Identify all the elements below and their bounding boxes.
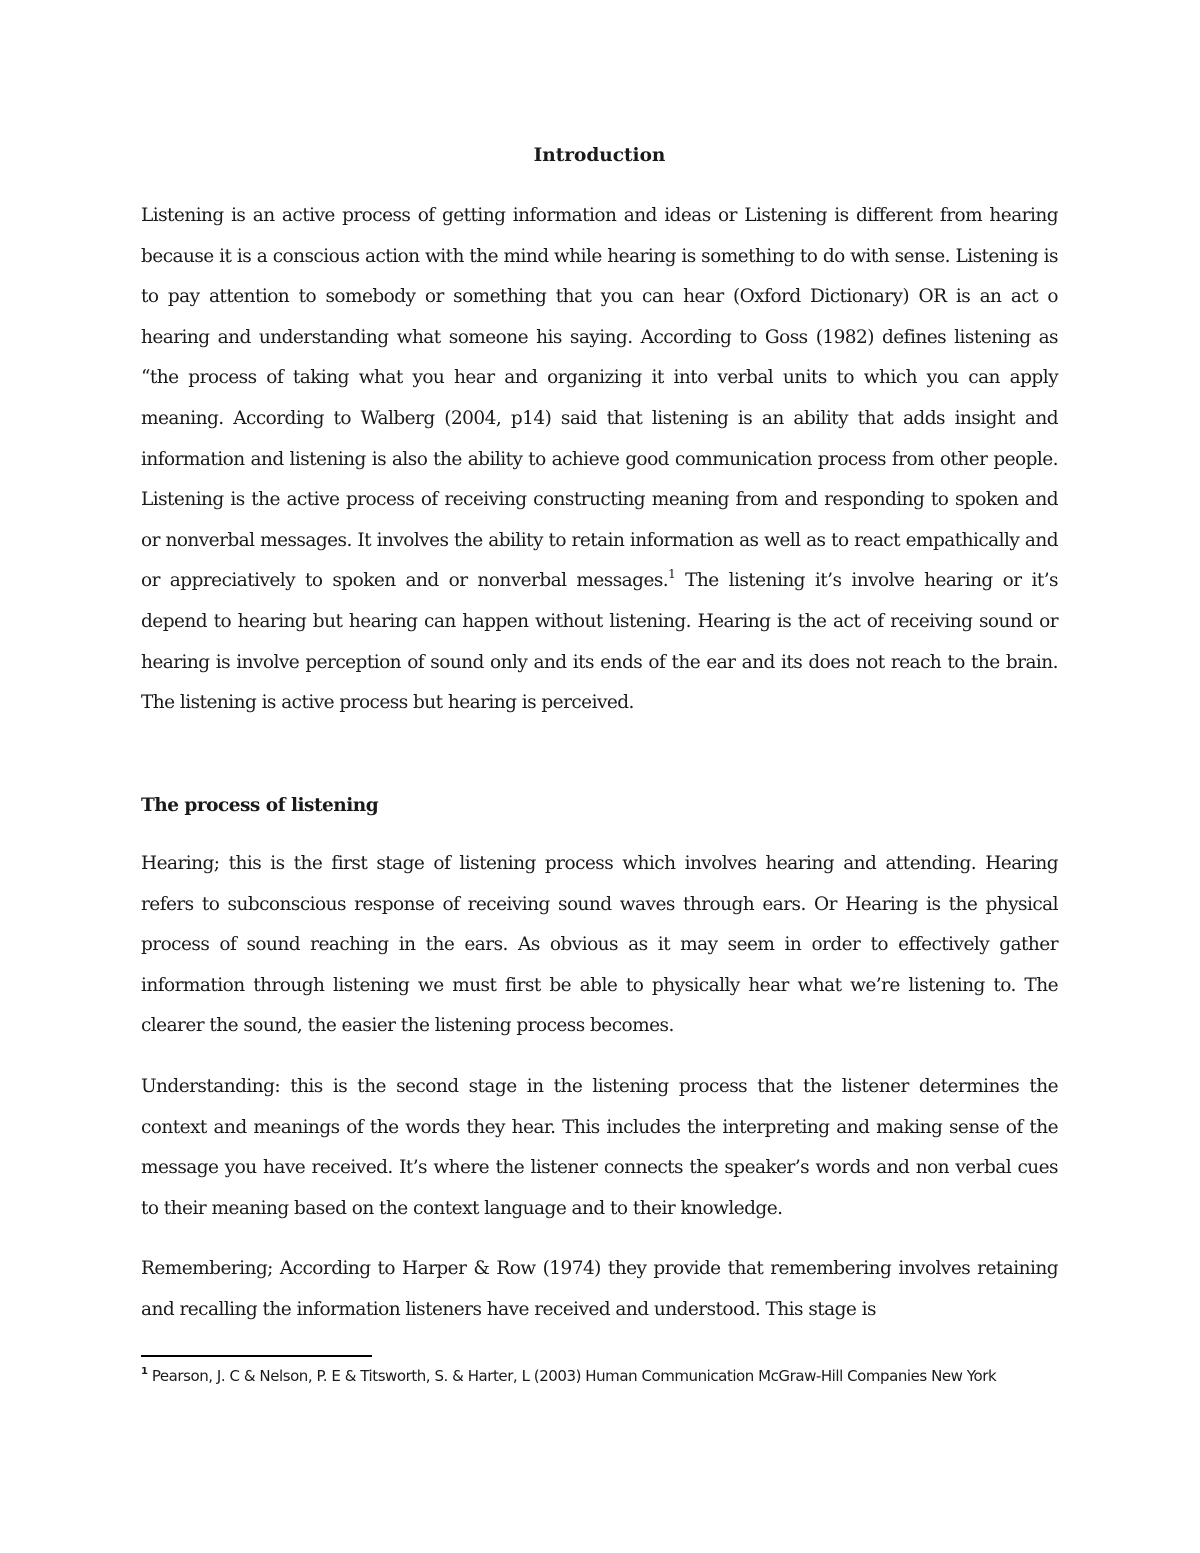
intro-paragraph xyxy=(141,196,1058,724)
intro-paragraph-text: Listening is an active process of getting information and ideas or Listening is different from hearing because it is a conscious action with the mind while hearing is something to do with sense. Listening is to pay attention to somebody or something that you can hear (Oxford Dictionary) OR is an act o hearing and understanding what someone his saying. According to Goss (1982) defines listening as “the process of taking what you hear and organizing it into verbal units to which you can apply meaning. According to Walberg (2004, p14) said that listening is an ability that adds insight and information and listening is also the ability to achieve good communication process from other people. Listening is the active process of receiving constructing meaning from and responding to spoken and or nonverbal messages. It involves the ability to retain information as well as to react empathically and or appreciatively to spoken and or nonverbal messages. xyxy=(141,205,1058,592)
footnote-marker: 1 xyxy=(141,1366,148,1377)
footnote-reference: 1 xyxy=(668,567,676,582)
footnote-separator xyxy=(141,1355,372,1357)
footnote-text: Pearson, J. C & Nelson, P. E & Titsworth, S. & Harter, L (2003) Human Communication McGraw-Hill Companies New York xyxy=(147,1367,997,1385)
footnote xyxy=(141,1364,1058,1388)
remembering-paragraph: Remembering; According to Harper & Row (1974) they provide that remembering involves retaining and recalling the information listeners have received and understood. This stage is xyxy=(141,1258,1058,1320)
section-heading: The process of listening xyxy=(141,795,379,816)
hearing-paragraph: Hearing; this is the first stage of listening process which involves hearing and attending. Hearing refers to subconscious response of receiving sound waves through ears. Or Hearing is the physical process of sound reaching in the ears. As obvious as it may seem in order to effectively gather information through listening we must first be able to physically hear what we’re listening to. The clearer the sound, the easier the listening process becomes. xyxy=(141,853,1058,1037)
page-title: Introduction xyxy=(533,145,666,166)
intro-paragraph-continuation: The listening it’s involve hearing or it’s depend to hearing but hearing can happen without listening. Hearing is the act of receiving sound or hearing is involve perception of sound only and its ends of the ear and its does not reach to the brain. The listening is active process but hearing is perceived. xyxy=(141,570,1058,714)
understanding-paragraph: Understanding: this is the second stage in the listening process that the listener determines the context and meanings of the words they hear. This includes the interpreting and making sense of the message you have received. It’s where the listener connects the speaker’s words and non verbal cues to their meaning based on the context language and to their knowledge. xyxy=(141,1076,1058,1219)
